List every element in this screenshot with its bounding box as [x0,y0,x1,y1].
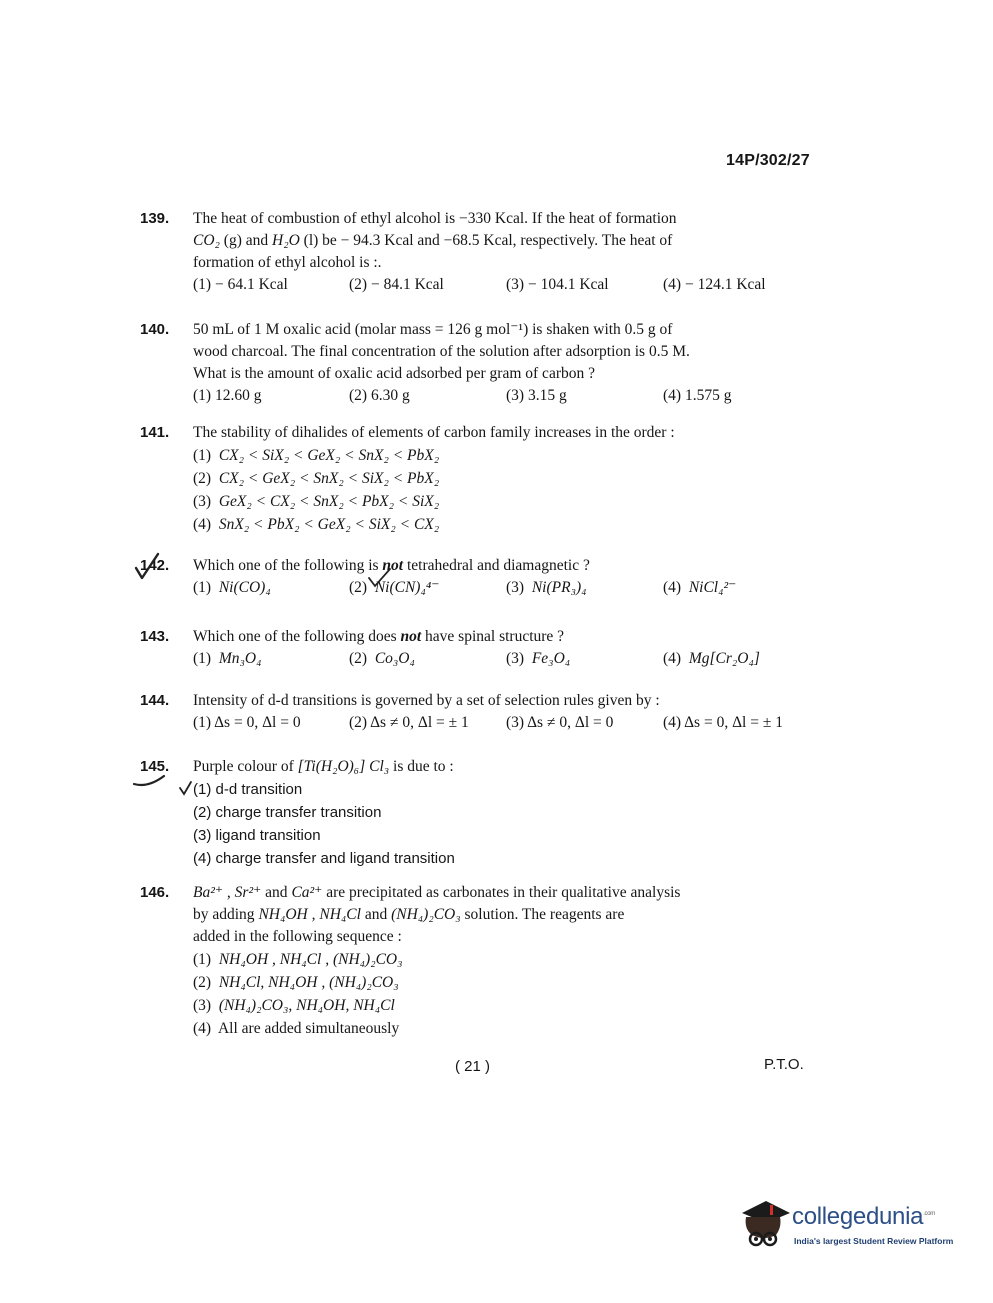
option: (3) Fe₃O₄ [506,650,571,667]
option: (2) NH₄Cl, NH₄OH , (NH₄)₂CO₃ [193,974,399,991]
question-145 [140,756,812,870]
option: (2) 6.30 g [349,387,410,404]
options [193,444,812,536]
option: (1) NH₄OH , NH₄Cl , (NH₄)₂CO₃ [193,951,403,968]
option: (4) − 124.1 Kcal [663,276,766,293]
question-146 [140,882,812,1040]
pto-label: P.T.O. [764,1056,804,1073]
option: (2) Co₃O₄ [349,650,415,667]
option: (4) All are added simultaneously [193,1020,400,1037]
question-stem: What is the amount of oxalic acid adsorbed per gram of carbon ? [193,365,595,382]
question-139 [140,208,812,296]
options [193,385,812,407]
option: (1) Ni(CO)₄ [193,579,271,596]
question-number: 142. [140,557,170,574]
question-number: 141. [140,424,170,441]
option: (4) 1.575 g [663,387,732,404]
option: (3) 3.15 g [506,387,567,404]
question-stem: Purple colour of [Ti(H₂O)₆] Cl₃ is due to : [193,758,454,775]
question-number: 144. [140,692,170,709]
option: (3) ligand transition [193,827,321,844]
options [193,274,812,296]
option: (4) Δs = 0, Δl = ± 1 [663,714,783,731]
options [193,778,812,870]
collegedunia-logo [736,1195,966,1265]
option: (2) Δs ≠ 0, Δl = ± 1 [349,714,469,731]
option: (4) Mg[Cr₂O₄] [663,650,760,667]
option: (1) CX₂ < SiX₂ < GeX₂ < SnX₂ < PbX₂ [193,447,440,464]
option: (3) Δs ≠ 0, Δl = 0 [506,714,614,731]
question-stem: by adding NH₄OH , NH₄Cl and (NH₄)₂CO₃ solution. The reagents are [193,906,625,923]
question-stem: added in the following sequence : [193,928,402,945]
option: (3) Ni(PR₃)₄ [506,579,587,596]
option: (1) Mn₃O₄ [193,650,262,667]
option: (3) (NH₄)₂CO₃, NH₄OH, NH₄Cl [193,997,395,1014]
option: (4) NiCl₄²⁻ [663,579,737,596]
question-stem: Intensity of d-d transitions is governed by a set of selection rules given by : [193,692,660,709]
question-142 [140,555,812,599]
question-number: 139. [140,210,170,227]
question-stem: The stability of dihalides of elements of carbon family increases in the order : [193,424,675,441]
option: (2) − 84.1 Kcal [349,276,444,293]
mascot-icon [736,1195,792,1257]
question-stem: The heat of combustion of ethyl alcohol is −330 Kcal. If the heat of formation [193,210,677,227]
question-number: 140. [140,321,170,338]
handwritten-check-mark-145 [126,752,176,794]
question-144 [140,690,812,734]
handwritten-tick-option-145 [178,780,194,798]
question-number: 143. [140,628,170,645]
option: (2) charge transfer transition [193,804,382,821]
page-number: ( 21 ) [455,1058,491,1075]
option: (1) Δs = 0, Δl = 0 [193,714,301,731]
question-number: 146. [140,884,170,901]
question-number: 145. [140,758,170,775]
question-stem: Ba²⁺ , Sr²⁺ and Ca²⁺ are precipitated as carbonates in their qualitative analysis [193,884,681,901]
option: (1) − 64.1 Kcal [193,276,288,293]
paper-code: 14P/302/27 [726,152,810,169]
question-stem: wood charcoal. The final concentration of the solution after adsorption is 0.5 M. [193,343,690,360]
options [193,648,812,670]
question-140 [140,319,812,407]
options [193,712,812,734]
handwritten-tick-option-142 [366,566,396,592]
brand-tagline: India's largest Student Review Platform [794,1236,954,1246]
option: (2) Ni(CN)₄⁴⁻ [349,579,440,596]
question-141 [140,422,812,536]
question-stem: CO₂ (g) and H₂O (l) be − 94.3 Kcal and −68.5 Kcal, respectively. The heat of [193,232,673,249]
option: (2) CX₂ < GeX₂ < SnX₂ < SiX₂ < PbX₂ [193,470,440,487]
question-stem: Which one of the following is not tetrahedral and diamagnetic ? [193,557,590,574]
question-stem: Which one of the following does not have spinal structure ? [193,628,565,645]
question-stem: formation of ethyl alcohol is :. [193,254,382,271]
option: (3) GeX₂ < CX₂ < SnX₂ < PbX₂ < SiX₂ [193,493,440,510]
question-stem: 50 mL of 1 M oxalic acid (molar mass = 126 g mol⁻¹) is shaken with 0.5 g of [193,321,673,338]
option: (4) SnX₂ < PbX₂ < GeX₂ < SiX₂ < CX₂ [193,516,440,533]
brand-name: collegedunia$^{.com}$ [792,1203,935,1230]
handwritten-check-mark-142 [132,548,182,588]
option: (4) charge transfer and ligand transition [193,850,455,867]
option: (1) 12.60 g [193,387,262,404]
question-143 [140,626,812,670]
options [193,948,812,1040]
options [193,577,812,599]
option: (1) d-d transition [193,781,303,798]
option: (3) − 104.1 Kcal [506,276,609,293]
